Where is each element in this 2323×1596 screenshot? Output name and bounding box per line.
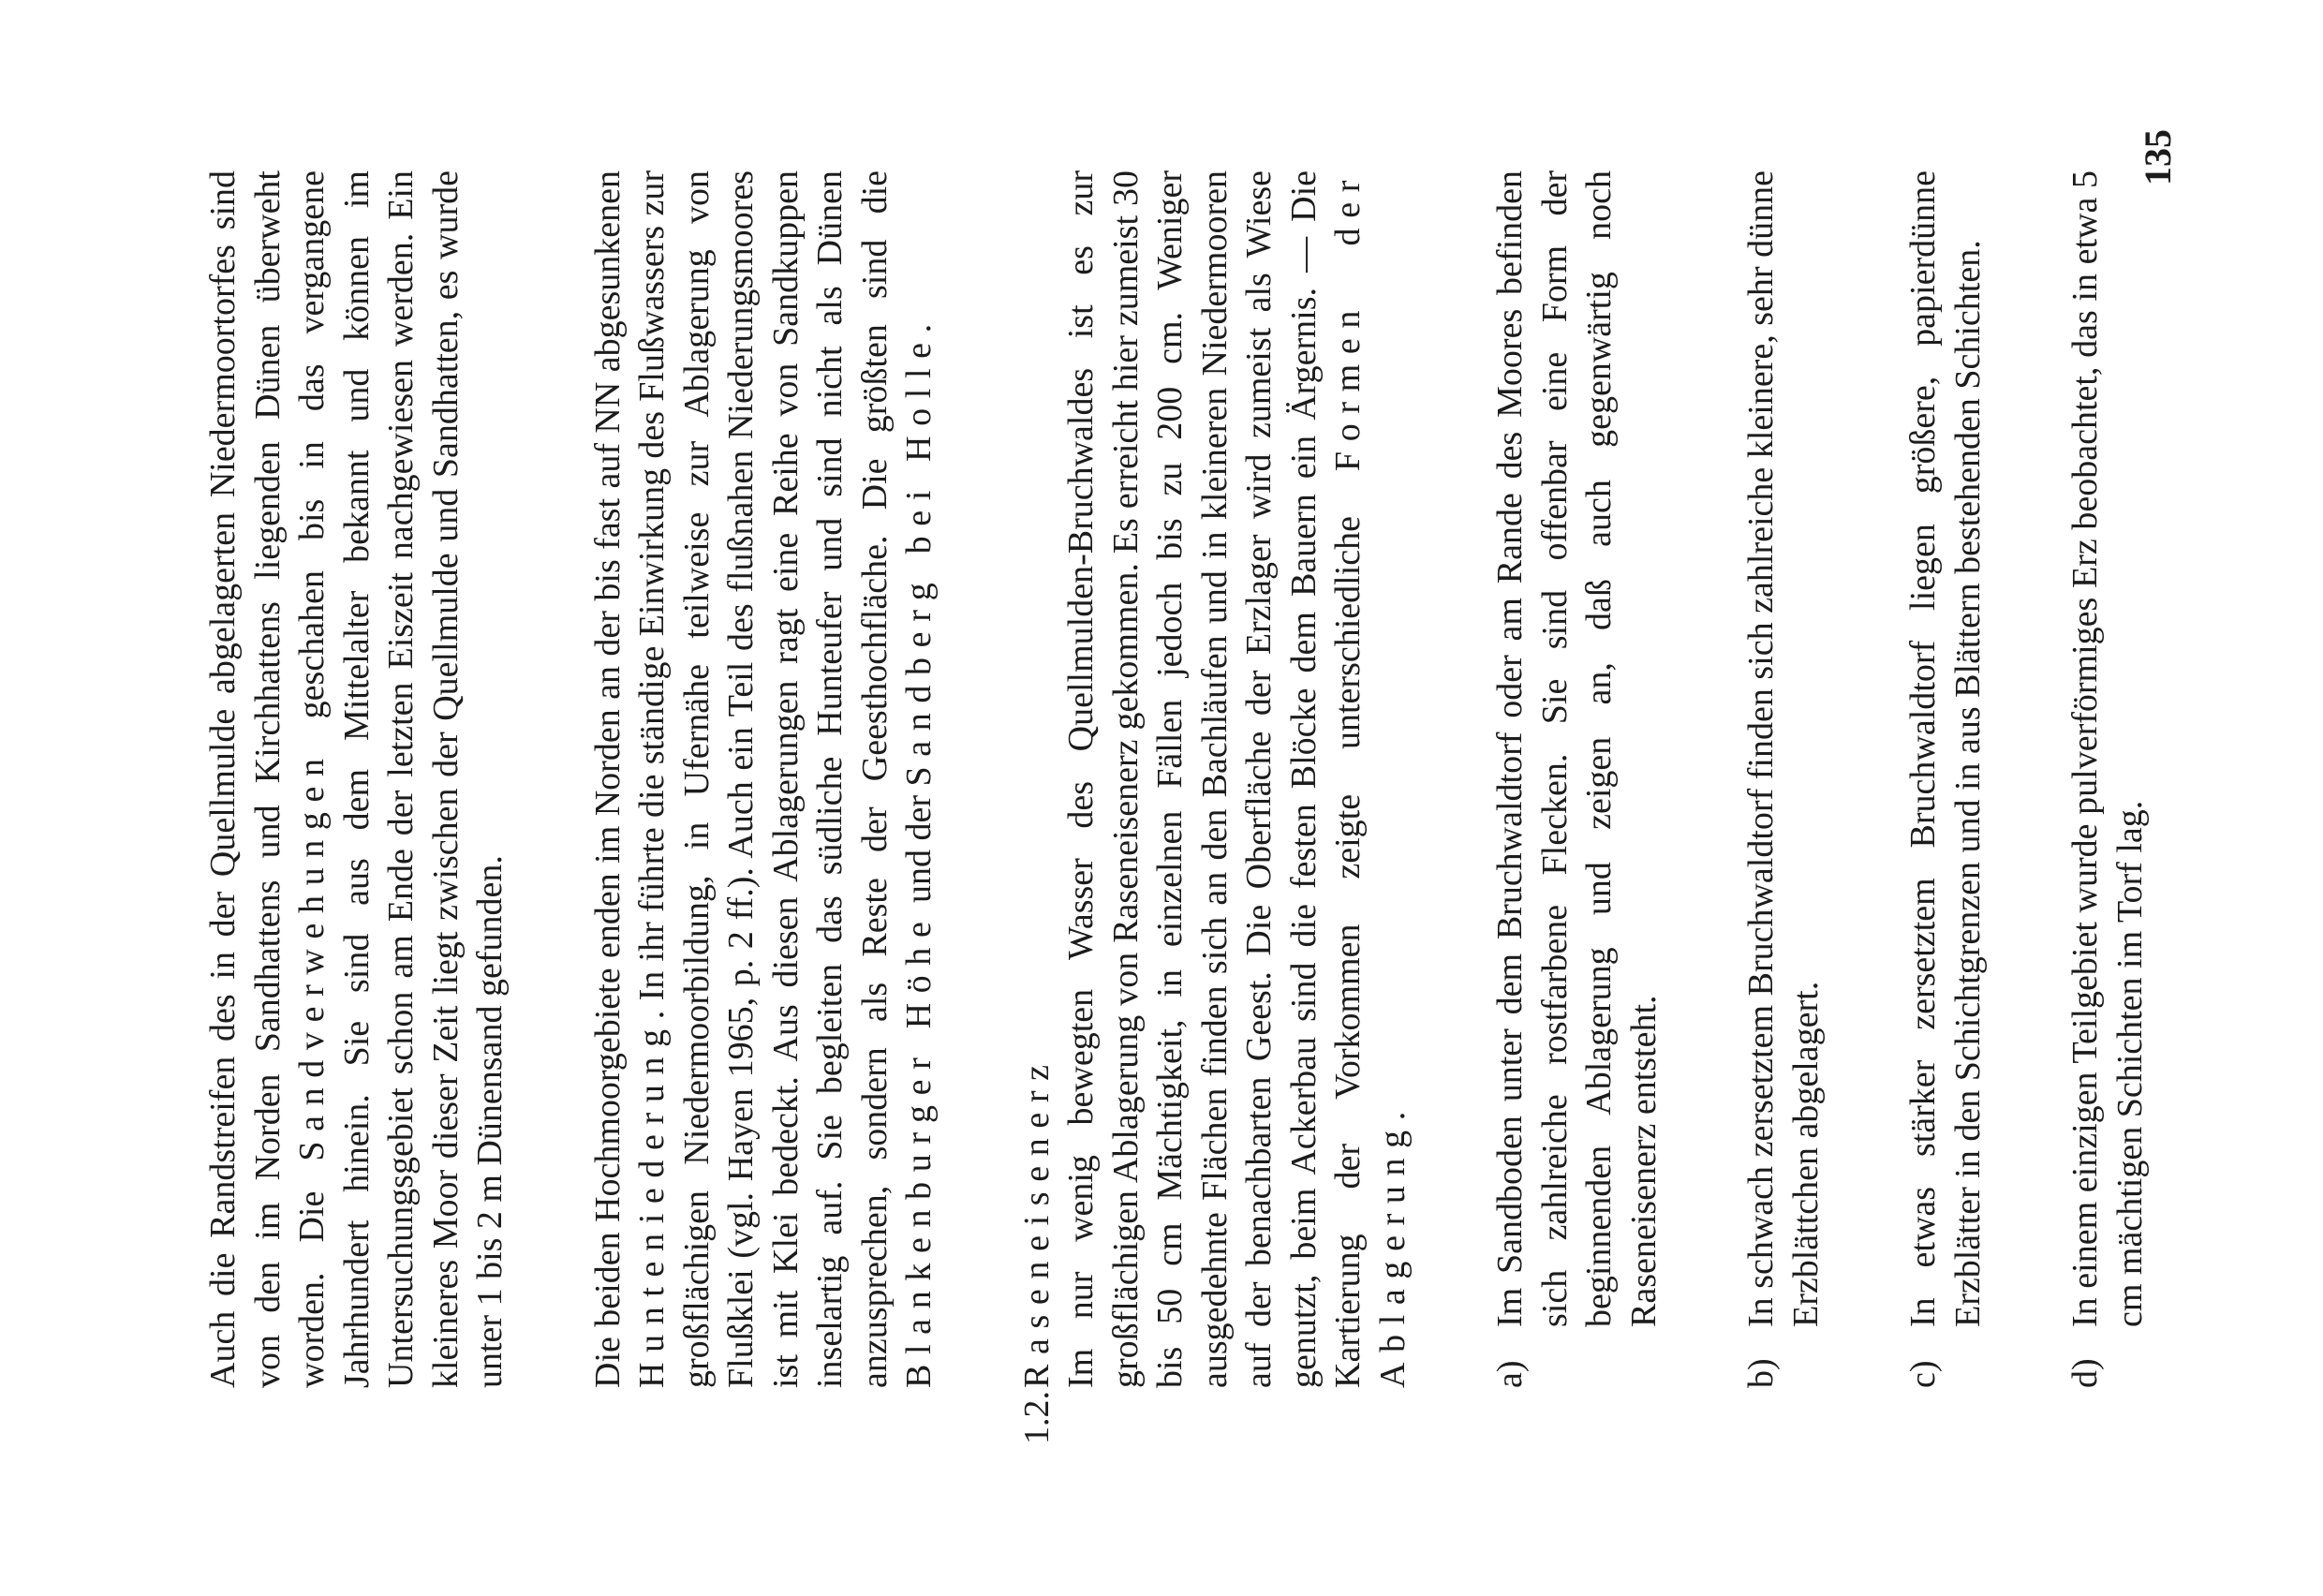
list-item — [1901, 170, 1990, 1388]
paragraph-hunte-lowland — [586, 170, 942, 1388]
paragraph-raseneisenerz — [1059, 170, 1415, 1388]
list-item — [1488, 170, 1666, 1388]
paragraph-text: und der — [899, 786, 939, 912]
section-title: Raseneisenerz — [1016, 1055, 1057, 1388]
spaced-term-sandberg-bei-holle: Sandberg bei Holle — [899, 332, 939, 787]
paragraph-text: . — [899, 323, 939, 333]
list-marker: c) — [1903, 1360, 1943, 1388]
list-marker: d) — [2065, 1358, 2105, 1388]
list-item-text: In etwas stärker zersetztem Bruchwaldtorf liegen größere, papierdünne Erzblätter in den Schichtgrenzen und in aus Blättern bestehenden Schichten. — [1903, 170, 1988, 1327]
list-marker: a) — [1490, 1360, 1530, 1388]
paragraph-text: Auch die Randstreifen des in der Quellmulde abgelagerten Niedermoortorfes sind von den im Norden Sandhattens und Kirchhattens liegenden Dünen überweht worden. Die — [203, 170, 332, 1388]
paragraph-gap — [942, 170, 1015, 1388]
paragraph-gap — [1666, 170, 1739, 1388]
spaced-term-sandverwehungen: Sandverwehungen — [292, 748, 332, 1161]
spaced-term-blankenburger-hoehe: Blankenburger Höhe — [899, 911, 939, 1388]
paragraph-gap — [513, 170, 586, 1388]
list-item-text: In einem einzigen Teilgebiet wurde pulverförmiges Erz beobachtet, das in etwa 5 cm mächtigen Schichten im Torf lag. — [2065, 170, 2150, 1327]
list-marker: b) — [1741, 1358, 1781, 1388]
section-number: 1.2. — [1016, 1391, 1057, 1444]
spaced-term-hunteniederung: Hunteniederung — [632, 1019, 672, 1388]
list-item-text: Im Sandboden unter dem Bruchwaldtorf oder am Rande des Moores befinden sich zahlreiche rostfarbene Flecken. Sie sind offenbar eine Form der beginnenden Ablagerung und zeigen an, daß auch gegenwärtig noch Raseneisenerz entsteht. — [1490, 170, 1664, 1327]
paragraph-gap — [1415, 170, 1488, 1388]
paragraph-text: . In ihr führte die ständige Einwirkung des Flußwassers zur großflächigen Niedermoorbildung, in Ufernähe teilweise zur Ablagerung von Flußklei (vgl. Hayen 1965, p. 2 ff.). Auch ein Teil des flußnahen Niederungsmoores ist mit Klei bedeckt. Aus diesen Ablagerungen ragt eine Reihe von Sandkuppen inselartig auf. Sie begleiten das südliche Hunteufer und sind nicht als Dünen anzusprechen, sondern als Reste der Geesthochfläche. Die größten sind die — [632, 170, 895, 1388]
list-item-text: In schwach zersetztem Bruchwaldtorf finden sich zahlreiche kleinere, sehr dünne Erzblättchen abgelagert. — [1741, 170, 1826, 1327]
paragraph-text: Die beiden Hochmoorgebiete enden im Norden an der bis fast auf NN abgesunkenen — [587, 170, 628, 1388]
list-item — [2064, 170, 2153, 1388]
spaced-term-formen-der-ablagerung: Formen der Ablagerung — [1328, 170, 1413, 1388]
paragraph-text: Im nur wenig bewegten Wasser des Quellmulden-Bruchwaldes ist es zur großflächigen Ablagerung von Raseneisenerz gekommen. Es erreicht hier zumeist 30 bis 50 cm Mächtigkeit, in einzelnen Fällen jedoch bis zu 200 cm. Weniger ausgedehnte Flächen finden sich an den Bachläufen und in kleineren Niedermooren auf der benachbarten Geest. Die Oberfläche der Erzlager wird zumeist als Wiese genutzt, beim Ackerbau sind die festen Blöcke dem Bauern ein Ärgernis. — Die Kartierung der Vorkommen zeigte unterschiedliche — [1061, 170, 1368, 1388]
list-item — [1739, 170, 1828, 1388]
page-number: 135 — [2137, 129, 2179, 185]
section-heading — [1015, 170, 1060, 1444]
page-content — [201, 170, 2153, 1444]
paragraph-gap — [1828, 170, 1901, 1388]
paragraph-text: . — [1372, 1111, 1413, 1121]
paragraph-gap — [1990, 170, 2064, 1388]
paragraph-sand-drift — [201, 170, 513, 1388]
paragraph-text: geschahen bis in das vergangene Jahrhundert hinein. Sie sind aus dem Mittelalter bekannt und können im Untersuchungsgebiet schon am Ende der letzten Eiszeit nachgewiesen werden. Ein kleineres Moor dieser Zeit liegt zwischen der Quellmulde und Sandhatten, es wurde unter 1 bis 2 m Dünensand gefunden. — [292, 170, 510, 1388]
